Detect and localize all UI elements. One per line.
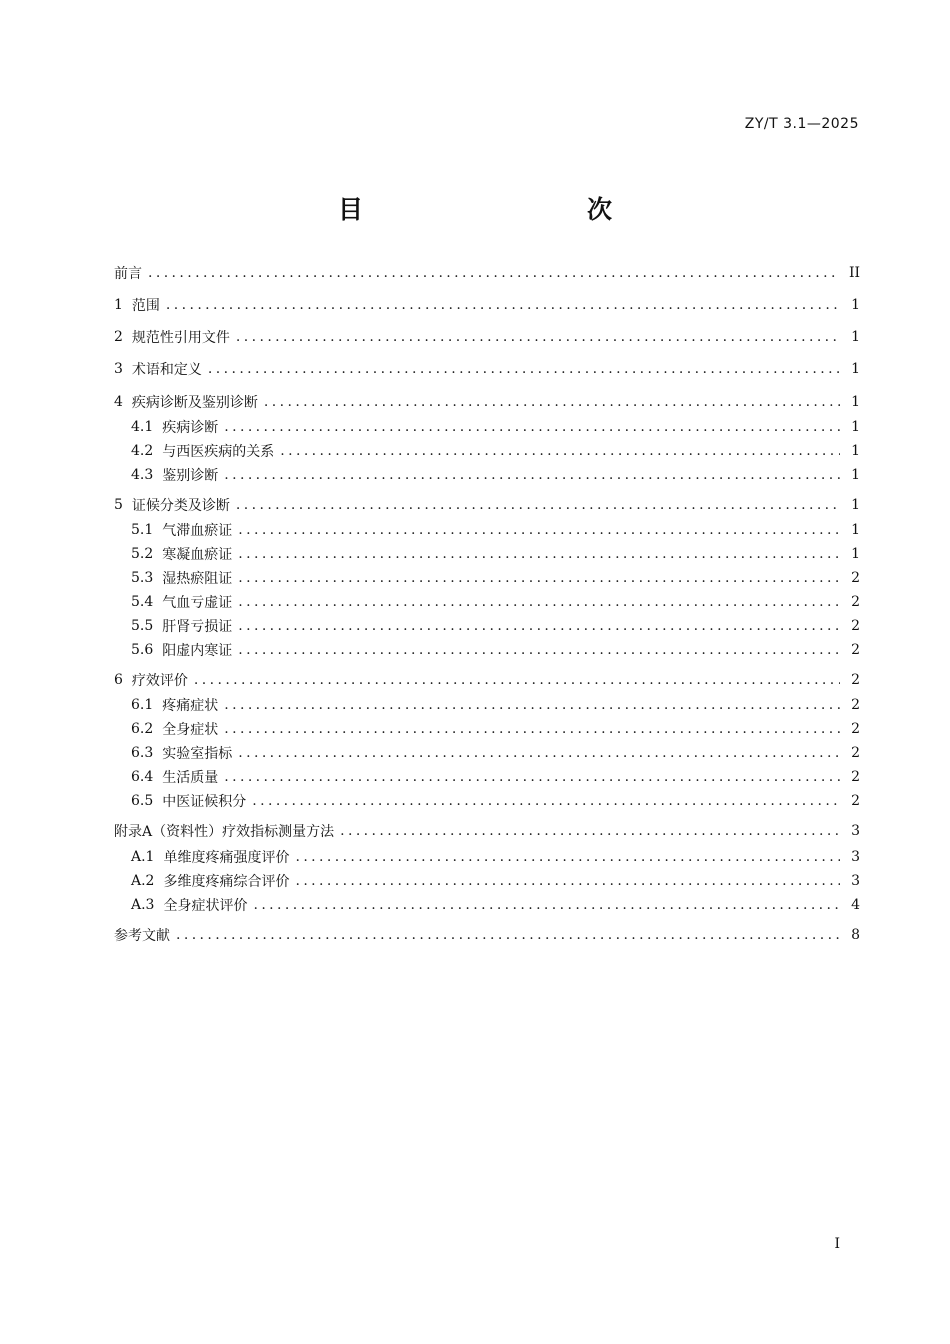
toc-entry-number: 5.4 xyxy=(131,594,154,610)
toc-entry-page: 1 xyxy=(851,522,860,538)
toc-entry-label: 气血亏虚证 xyxy=(162,595,233,611)
toc-entry-number: A.1 xyxy=(131,849,155,865)
dot-leader xyxy=(295,849,840,865)
dot-leader xyxy=(224,721,840,737)
toc-entry-page: 1 xyxy=(851,329,860,345)
toc-entry-label: 鉴别诊断 xyxy=(162,468,219,484)
toc-entry-number: 4.3 xyxy=(131,467,154,483)
toc-entry[interactable] xyxy=(114,694,860,716)
toc-entry-page: 2 xyxy=(851,769,860,785)
dot-leader xyxy=(194,672,840,688)
toc-entry[interactable] xyxy=(114,440,860,462)
toc-entry-label: 附录A（资料性）疗效指标测量方法 xyxy=(114,824,335,840)
dot-leader xyxy=(238,570,840,586)
toc-entry-label: 范围 xyxy=(131,298,160,314)
toc-entry-label: 多维度疼痛综合评价 xyxy=(163,874,290,890)
toc-entry[interactable] xyxy=(114,742,860,764)
toc-entry-label: 疾病诊断及鉴别诊断 xyxy=(131,395,258,411)
toc-entry-page: 2 xyxy=(851,672,860,688)
toc-entry-number: 5.1 xyxy=(131,522,154,538)
toc-entry-label: 全身症状 xyxy=(162,722,219,738)
toc-entry[interactable] xyxy=(114,567,860,589)
dot-leader xyxy=(166,297,840,313)
toc-entry[interactable] xyxy=(114,519,860,541)
toc-entry[interactable] xyxy=(114,543,860,565)
dot-leader xyxy=(253,897,840,913)
toc-entry-page: 3 xyxy=(851,849,860,865)
dot-leader xyxy=(176,927,840,943)
toc-entry-page: 1 xyxy=(851,419,860,435)
toc-entry-label: 参考文献 xyxy=(114,928,170,944)
toc-entry-page: 2 xyxy=(851,570,860,586)
toc-entry-label: 与西医疾病的关系 xyxy=(162,444,275,460)
dot-leader xyxy=(238,618,840,634)
toc-entry-number: 6.2 xyxy=(131,721,154,737)
toc-entry[interactable] xyxy=(114,718,860,740)
toc-entry[interactable] xyxy=(114,615,860,637)
toc-entry-page: 3 xyxy=(851,873,860,889)
dot-leader xyxy=(238,745,840,761)
toc-entry[interactable] xyxy=(114,846,860,868)
dot-leader xyxy=(264,394,840,410)
toc-entry-label: 疗效评价 xyxy=(131,673,188,689)
toc-entry-number: 6.3 xyxy=(131,745,154,761)
toc-entry-label: 前言 xyxy=(114,266,142,282)
toc-entry-page: 1 xyxy=(851,546,860,562)
toc-entry-number: 4.2 xyxy=(131,443,154,459)
toc-entry-number: A.3 xyxy=(131,897,155,913)
toc-entry[interactable] xyxy=(114,669,860,691)
toc-entry-label: 寒凝血瘀证 xyxy=(162,547,233,563)
dot-leader xyxy=(208,361,840,377)
toc-entry-page: 2 xyxy=(851,793,860,809)
dot-leader xyxy=(224,697,840,713)
toc-entry-number: 6.1 xyxy=(131,697,154,713)
toc-entry-label: 中医证候积分 xyxy=(162,794,247,810)
toc-entry-label: 规范性引用文件 xyxy=(131,330,230,346)
dot-leader xyxy=(238,546,840,562)
toc-entry[interactable] xyxy=(114,820,860,842)
dot-leader xyxy=(238,594,840,610)
toc-entry[interactable] xyxy=(114,639,860,661)
toc-entry-page: 1 xyxy=(851,443,860,459)
dot-leader xyxy=(224,769,840,785)
toc-entry-number: 4 xyxy=(114,394,123,410)
toc-entry-label: 阳虚内寒证 xyxy=(162,643,233,659)
toc-entry-page: 1 xyxy=(851,497,860,513)
toc-entry-page: 1 xyxy=(851,361,860,377)
standard-code: ZY/T 3.1—2025 xyxy=(744,116,859,132)
toc-entry-page: 4 xyxy=(851,897,860,913)
toc-entry-label: 湿热瘀阻证 xyxy=(162,571,233,587)
toc-entry-number: 1 xyxy=(114,297,123,313)
dot-leader xyxy=(224,419,840,435)
toc-entry-page: 1 xyxy=(851,297,860,313)
toc-entry-number: 6.5 xyxy=(131,793,154,809)
toc-entry-number: 6.4 xyxy=(131,769,154,785)
dot-leader xyxy=(280,443,840,459)
footer-page-number: I xyxy=(834,1236,840,1252)
toc-entry-number: 5.2 xyxy=(131,546,154,562)
toc-entry[interactable] xyxy=(114,326,860,348)
toc-entry[interactable] xyxy=(114,358,860,380)
dot-leader xyxy=(238,522,840,538)
dot-leader xyxy=(224,467,840,483)
toc-entry-page: 1 xyxy=(851,467,860,483)
toc-entry-number: 5 xyxy=(114,497,123,513)
toc-entry-number: 5.5 xyxy=(131,618,154,634)
toc-entry-page: II xyxy=(848,265,860,281)
toc-entry[interactable] xyxy=(114,870,860,892)
dot-leader xyxy=(236,497,840,513)
toc-entry-page: 2 xyxy=(851,697,860,713)
dot-leader xyxy=(236,329,840,345)
toc-entry-page: 1 xyxy=(851,394,860,410)
toc-entry[interactable] xyxy=(114,766,860,788)
toc-entry-label: 术语和定义 xyxy=(131,362,202,378)
toc-entry-label: 疼痛症状 xyxy=(162,698,219,714)
toc-entry-number: 5.6 xyxy=(131,642,154,658)
toc-entry-page: 2 xyxy=(851,594,860,610)
toc-entry[interactable] xyxy=(114,591,860,613)
toc-entry[interactable] xyxy=(114,790,860,812)
dot-leader xyxy=(148,265,840,281)
dot-leader xyxy=(252,793,840,809)
toc-entry-page: 2 xyxy=(851,721,860,737)
toc-entry-label: 证候分类及诊断 xyxy=(131,498,230,514)
toc-entry[interactable] xyxy=(114,464,860,486)
toc-entry-label: 疾病诊断 xyxy=(162,420,219,436)
dot-leader xyxy=(340,823,840,839)
toc-entry[interactable] xyxy=(114,416,860,438)
toc-entry-label: 全身症状评价 xyxy=(163,898,248,914)
dot-leader xyxy=(238,642,840,658)
toc-entry-label: 气滞血瘀证 xyxy=(162,523,233,539)
toc-entry-number: 2 xyxy=(114,329,123,345)
toc-entry-page: 8 xyxy=(851,927,860,943)
toc-entry-number: 4.1 xyxy=(131,419,154,435)
toc-entry-number: A.2 xyxy=(131,873,155,889)
toc-entry[interactable] xyxy=(114,894,860,916)
toc-entry[interactable] xyxy=(114,294,860,316)
toc-entry-number: 5.3 xyxy=(131,570,154,586)
toc-entry-number: 3 xyxy=(114,361,123,377)
toc-entry-page: 2 xyxy=(851,642,860,658)
toc-entry-label: 实验室指标 xyxy=(162,746,233,762)
toc-entry-label: 单维度疼痛强度评价 xyxy=(163,850,290,866)
toc-entry-page: 3 xyxy=(851,823,860,839)
toc-entry[interactable] xyxy=(114,391,860,413)
toc-entry-label: 生活质量 xyxy=(162,770,219,786)
toc-entry-number: 6 xyxy=(114,672,123,688)
toc-entry[interactable] xyxy=(114,494,860,516)
toc-entry[interactable] xyxy=(114,262,860,284)
toc-entry-label: 肝肾亏损证 xyxy=(162,619,233,635)
toc-entry-page: 2 xyxy=(851,745,860,761)
dot-leader xyxy=(295,873,840,889)
page-title: 目 次 xyxy=(337,195,670,224)
toc-entry-page: 2 xyxy=(851,618,860,634)
toc-entry[interactable] xyxy=(114,924,860,946)
